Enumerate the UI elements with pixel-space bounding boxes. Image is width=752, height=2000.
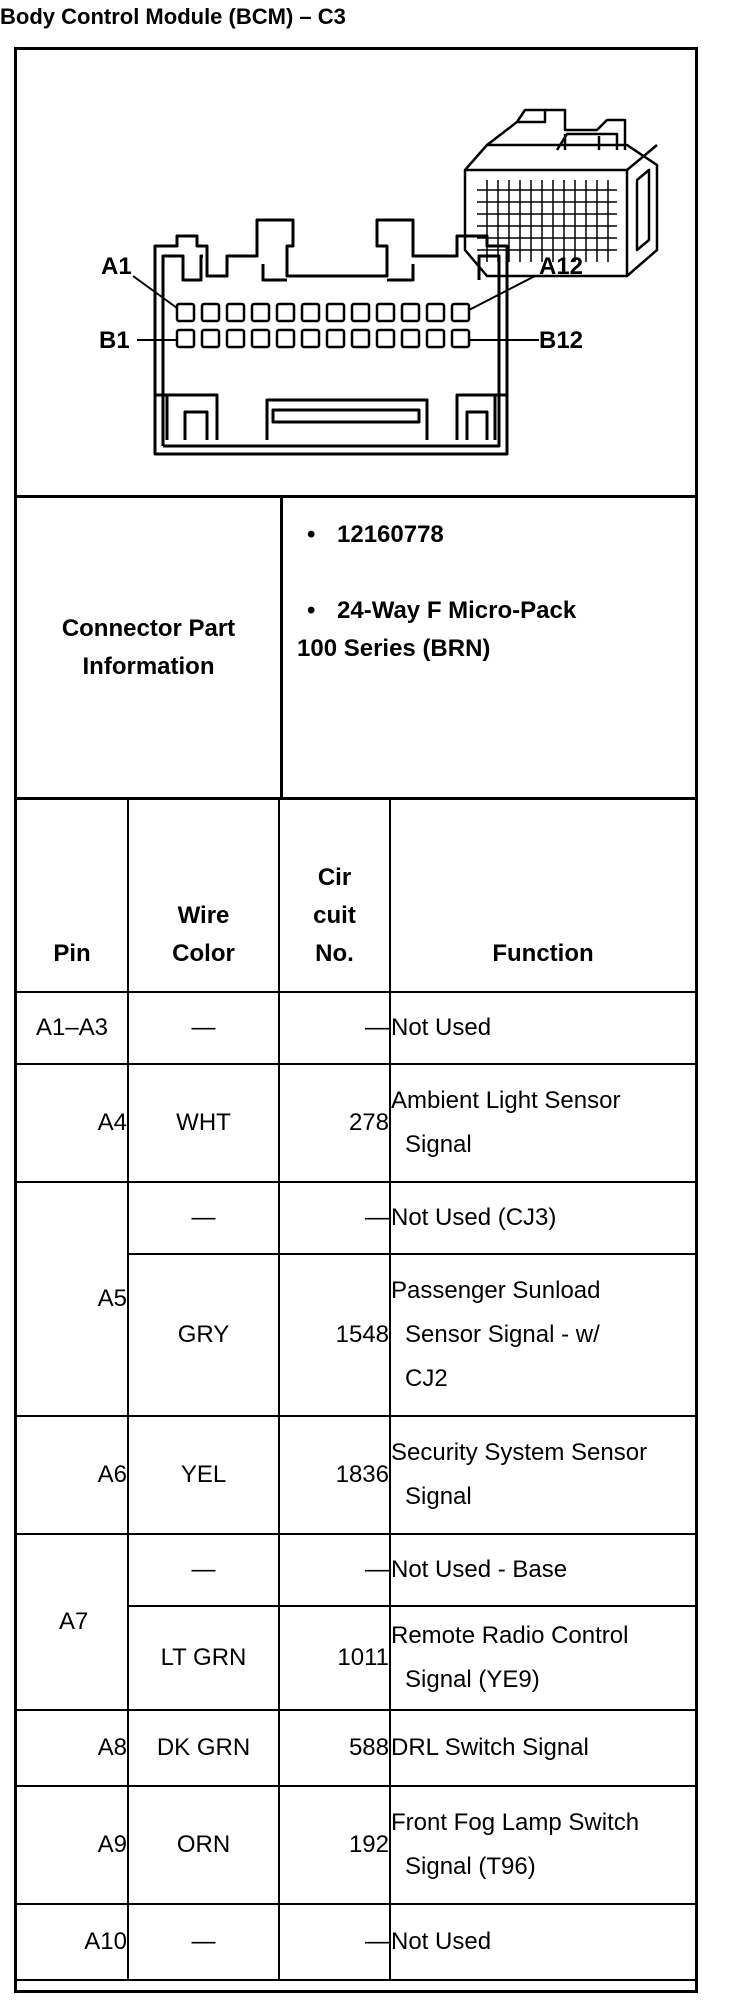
connector-info-details: [297, 516, 687, 706]
function-cell: Not Used: [390, 1904, 695, 1980]
pin-cell: A6: [17, 1416, 128, 1534]
isometric-connector-view: [465, 110, 657, 276]
row-a-cavities: [177, 304, 469, 321]
function-cell: DRL Switch Signal: [390, 1710, 695, 1786]
wire-color-cell: —: [128, 1904, 279, 1980]
part-number: 12160778: [337, 521, 444, 548]
wire-color-cell: LT GRN: [128, 1606, 279, 1710]
circuit-cell: —: [279, 1534, 390, 1606]
circuit-cell: —: [279, 1182, 390, 1254]
circuit-cell: —: [279, 1904, 390, 1980]
table-row: [17, 1786, 695, 1904]
function-cell: Not Used - Base: [390, 1534, 695, 1606]
connector-description-line1: 24-Way F Micro-Pack: [337, 597, 577, 624]
header-pin: Pin: [17, 800, 128, 992]
label-b1: B1: [99, 327, 130, 354]
wire-color-cell: GRY: [128, 1254, 279, 1416]
function-cell: Not Used: [390, 992, 695, 1064]
pin-table: [17, 800, 695, 1981]
function-cell: Remote Radio Control Signal (YE9): [390, 1606, 695, 1710]
bullet-icon: •: [307, 521, 316, 548]
circuit-cell: 1836: [279, 1416, 390, 1534]
table-row: [17, 992, 695, 1064]
pin-cell: A8: [17, 1710, 128, 1786]
wire-color-cell: YEL: [128, 1416, 279, 1534]
circuit-cell: —: [279, 992, 390, 1064]
connector-face-drawing: [17, 50, 695, 495]
function-cell: Passenger Sunload Sensor Signal - w/ CJ2: [390, 1254, 695, 1416]
wire-color-cell: —: [128, 992, 279, 1064]
row-b-cavities: [177, 330, 469, 347]
circuit-cell: 588: [279, 1710, 390, 1786]
header-circuit-number: Cir cuit No.: [279, 800, 390, 992]
connector-part-information: [17, 498, 695, 800]
circuit-cell: 278: [279, 1064, 390, 1182]
connector-description-line2: 100 Series (BRN): [297, 635, 491, 662]
label-a12: A12: [539, 253, 584, 280]
pin-cell: A10: [17, 1904, 128, 1980]
label-b12: B12: [539, 327, 584, 354]
wire-color-cell: —: [128, 1534, 279, 1606]
pin-cell: A5: [17, 1182, 128, 1416]
wire-color-cell: ORN: [128, 1786, 279, 1904]
table-header-row: [17, 800, 695, 992]
wire-color-cell: DK GRN: [128, 1710, 279, 1786]
circuit-cell: 1011: [279, 1606, 390, 1710]
table-row: [17, 1064, 695, 1182]
pin-cell: A1–A3: [17, 992, 128, 1064]
function-cell: Not Used (CJ3): [390, 1182, 695, 1254]
function-cell: Front Fog Lamp Switch Signal (T96): [390, 1786, 695, 1904]
connector-info-label-line2: Information: [82, 652, 215, 680]
pin-cell: A9: [17, 1786, 128, 1904]
function-cell: Security System Sensor Signal: [390, 1416, 695, 1534]
isometric-cavity-grid: [477, 180, 617, 262]
table-row: [17, 1416, 695, 1534]
table-row: [17, 1534, 695, 1606]
part-number-item: [297, 516, 687, 554]
connector-description-item: [297, 592, 687, 668]
header-function: Function: [390, 800, 695, 992]
wire-color-cell: WHT: [128, 1064, 279, 1182]
connector-info-label-line1: Connector Part: [61, 614, 236, 642]
circuit-cell: 192: [279, 1786, 390, 1904]
table-row: [17, 1182, 695, 1254]
function-cell: Ambient Light Sensor Signal: [390, 1064, 695, 1182]
circuit-cell: 1548: [279, 1254, 390, 1416]
table-row: [17, 1904, 695, 1980]
bullet-icon: •: [307, 597, 316, 624]
label-a1: A1: [101, 253, 132, 280]
connector-diagram: [17, 50, 695, 498]
connector-info-label: [17, 498, 283, 797]
wire-color-cell: —: [128, 1182, 279, 1254]
header-wire-color: Wire Color: [128, 800, 279, 992]
pin-cell: A7: [17, 1534, 128, 1710]
page-title: Body Control Module (BCM) – C3: [0, 4, 346, 29]
table-row: [17, 1710, 695, 1786]
pin-cell: A4: [17, 1064, 128, 1182]
